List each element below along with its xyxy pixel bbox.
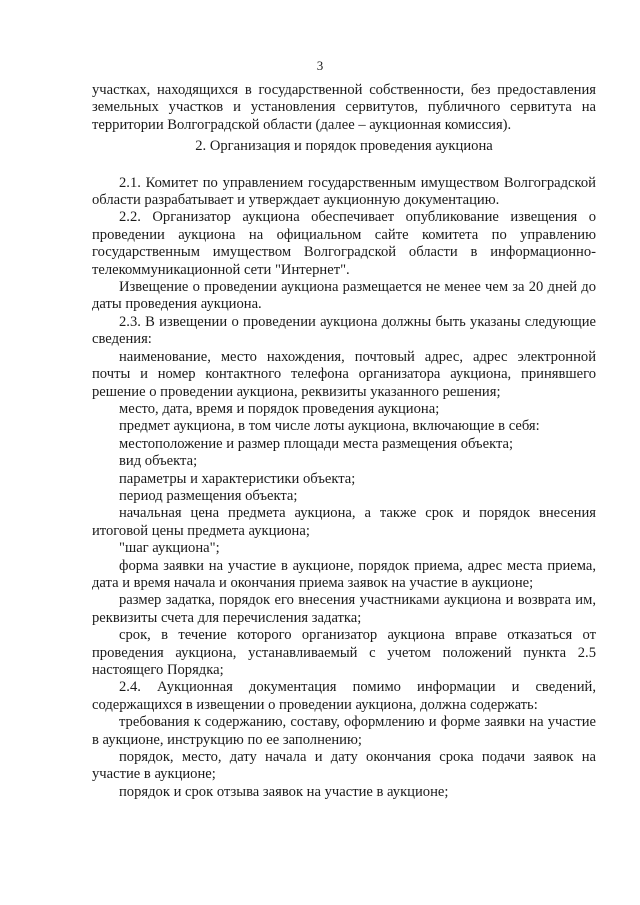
paragraph-2-3: 2.3. В извещении о проведении аукциона должны быть указаны следующие сведения: bbox=[92, 313, 596, 348]
paragraph-2-2-notice: Извещение о проведении аукциона размещается не менее чем за 20 дней до даты проведения аукциона. bbox=[92, 279, 596, 313]
list-item: размер задатка, порядок его внесения участниками аукциона и возврата им, реквизиты счета для перечисления задатка; bbox=[92, 592, 596, 626]
list-item: место, дата, время и порядок проведения аукциона; bbox=[119, 400, 440, 417]
list-item: период размещения объекта; bbox=[119, 487, 298, 504]
list-item: начальная цена предмета аукциона, а также срок и порядок внесения итоговой цены предмета аукциона; bbox=[92, 505, 596, 539]
page-number: 3 bbox=[316, 58, 324, 73]
list-item: предмет аукциона, в том числе лоты аукциона, включающие в себя: bbox=[119, 418, 540, 435]
intro-paragraph: участках, находящихся в государственной собственности, без предоставления земельных участков и установления сервитутов, публичного сервитута на территории Волгоградской области (далее – аукционная комиссия). bbox=[92, 82, 596, 133]
list-item: порядок, место, дату начала и дату окончания срока подачи заявок на участие в аукционе; bbox=[92, 749, 596, 783]
list-item: параметры и характеристики объекта; bbox=[119, 470, 356, 487]
paragraph-2-4: 2.4. Аукционная документация помимо информации и сведений, содержащихся в извещении о проведении аукциона, должна содержать: bbox=[92, 679, 596, 713]
list-item: местоположение и размер площади места размещения объекта; bbox=[119, 435, 514, 452]
list-item: требования к содержанию, составу, оформлению и форме заявки на участие в аукционе, инструкцию по ее заполнению; bbox=[92, 714, 596, 748]
paragraph-2-1: 2.1. Комитет по управлением государственным имуществом Волгоградской области разрабатывает и утверждает аукционную документацию. bbox=[92, 174, 596, 209]
document-body bbox=[92, 82, 596, 801]
list-item: наименование, место нахождения, почтовый адрес, адрес электронной почты и номер контактного телефона организатора аукциона, принявшего решение о проведении аукциона, реквизиты указанного решения; bbox=[92, 348, 596, 400]
list-item: вид объекта; bbox=[119, 453, 198, 470]
list-item: порядок и срок отзыва заявок на участие в аукционе; bbox=[119, 783, 449, 800]
list-item: форма заявки на участие в аукционе, порядок приема, адрес места приема, дата и время начала и окончания приема заявок на участие в аукционе; bbox=[92, 557, 596, 591]
section-heading: 2. Организация и порядок проведения аукциона bbox=[195, 138, 493, 155]
list-item: срок, в течение которого организатор аукциона вправе отказаться от проведения аукциона, устанавливаемый с учетом положений пункта 2.5 настоящего Порядка; bbox=[92, 627, 596, 678]
paragraph-2-2: 2.2. Организатор аукциона обеспечивает опубликование извещения о проведении аукциона на официальном сайте комитета по управлению государственным имуществом Волгоградской области в информационно-телекоммуникационной сети "Интернет". bbox=[92, 209, 596, 278]
list-item: "шаг аукциона"; bbox=[119, 540, 220, 557]
